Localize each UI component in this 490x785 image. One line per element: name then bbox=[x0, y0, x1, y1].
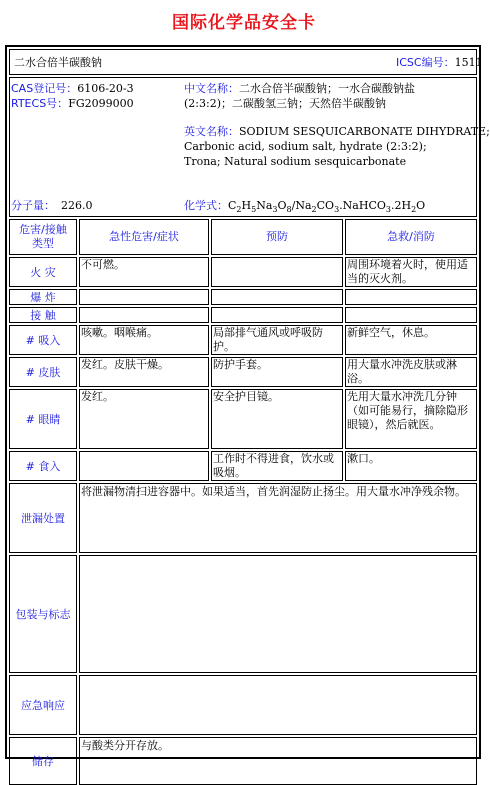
row-2-prevention bbox=[211, 307, 343, 323]
row-0-prevention bbox=[211, 257, 343, 287]
cas-number: CAS登记号：6106-20-3 bbox=[11, 82, 134, 95]
row-type-4: # 皮肤 bbox=[9, 357, 77, 387]
row-5-prevention: 安全护目镜。 bbox=[211, 389, 343, 449]
name-row bbox=[9, 49, 483, 75]
row-5-symptoms: 发红。 bbox=[79, 389, 209, 449]
identifier-block bbox=[9, 77, 490, 217]
row-6-first-aid: 漱口。 bbox=[345, 451, 477, 481]
row-4-first-aid: 用大量水冲洗皮肤或淋浴。 bbox=[345, 357, 477, 387]
rtecs-number: RTECS号：FG2099000 bbox=[11, 97, 134, 110]
english-name: 英文名称：SODIUM SESQUICARBONATE DIHYDRATE; bbox=[184, 125, 490, 138]
row-2-symptoms bbox=[79, 307, 209, 323]
english-name-cont-1: Carbonic acid, sodium salt, hydrate (2:3:2); bbox=[184, 140, 427, 153]
icsc-number: ICSC编号：1511 bbox=[396, 56, 483, 69]
row-1-symptoms bbox=[79, 289, 209, 305]
row-3-symptoms: 咳嗽。咽喉痛。 bbox=[79, 325, 209, 355]
row-4-symptoms: 发红。皮肤干燥。 bbox=[79, 357, 209, 387]
row-type-2: 接 触 bbox=[9, 307, 77, 323]
chemical-name: 二水合倍半碳酸钠 bbox=[14, 56, 102, 69]
english-name-cont-2: Trona; Natural sodium sesquicarbonate bbox=[184, 155, 407, 168]
row-1-prevention bbox=[211, 289, 343, 305]
row-type-0: 火 灾 bbox=[9, 257, 77, 287]
row-6-symptoms bbox=[79, 451, 209, 481]
row-type-3: # 吸入 bbox=[9, 325, 77, 355]
safety-card bbox=[5, 45, 490, 768]
row-3-prevention: 局部排气通风或呼吸防护。 bbox=[211, 325, 343, 355]
section-label-1: 包装与标志 bbox=[9, 555, 77, 673]
section-content-3: 与酸类分开存放。 bbox=[79, 737, 477, 785]
chinese-name: 中文名称：二水合倍半碳酸钠；一水合碳酸钠盐 bbox=[184, 82, 415, 95]
header-prevention: 预防 bbox=[211, 219, 343, 255]
card-title: 国际化学品安全卡 bbox=[172, 13, 316, 33]
section-content-2 bbox=[79, 675, 477, 735]
header-hazard-type: 危害/接触类型 bbox=[9, 219, 77, 255]
row-1-first-aid bbox=[345, 289, 477, 305]
row-5-first-aid: 先用大量水冲洗几分钟（如可能易行，摘除隐形眼镜），然后就医。 bbox=[345, 389, 477, 449]
row-0-first-aid: 周围环境着火时，使用适当的灭火剂。 bbox=[345, 257, 477, 287]
section-label-2: 应急响应 bbox=[9, 675, 77, 735]
row-3-first-aid: 新鲜空气，休息。 bbox=[345, 325, 477, 355]
row-type-1: 爆 炸 bbox=[9, 289, 77, 305]
molecular-weight: 分子量： 226.0 bbox=[11, 199, 93, 212]
row-2-first-aid bbox=[345, 307, 477, 323]
row-type-6: # 食入 bbox=[9, 451, 77, 481]
section-label-3: 储存 bbox=[9, 737, 77, 785]
header-first-aid: 急救/消防 bbox=[345, 219, 477, 255]
section-content-1 bbox=[79, 555, 477, 673]
header-symptoms: 急性危害/症状 bbox=[79, 219, 209, 255]
chemical-formula: 化学式：$C_2H_5Na_3O_8/Na_2CO_3.NaHCO_3.2H_2O$ bbox=[184, 199, 426, 215]
row-4-prevention: 防护手套。 bbox=[211, 357, 343, 387]
chinese-name-cont: (2:3:2)；二碳酸氢三钠；天然倍半碳酸钠 bbox=[184, 97, 386, 110]
section-content-0: 将泄漏物清扫进容器中。如果适当，首先润湿防止扬尘。用大量水冲净残余物。 bbox=[79, 483, 477, 553]
row-0-symptoms: 不可燃。 bbox=[79, 257, 209, 287]
row-type-5: # 眼睛 bbox=[9, 389, 77, 449]
section-label-0: 泄漏处置 bbox=[9, 483, 77, 553]
row-6-prevention: 工作时不得进食，饮水或吸烟。 bbox=[211, 451, 343, 481]
